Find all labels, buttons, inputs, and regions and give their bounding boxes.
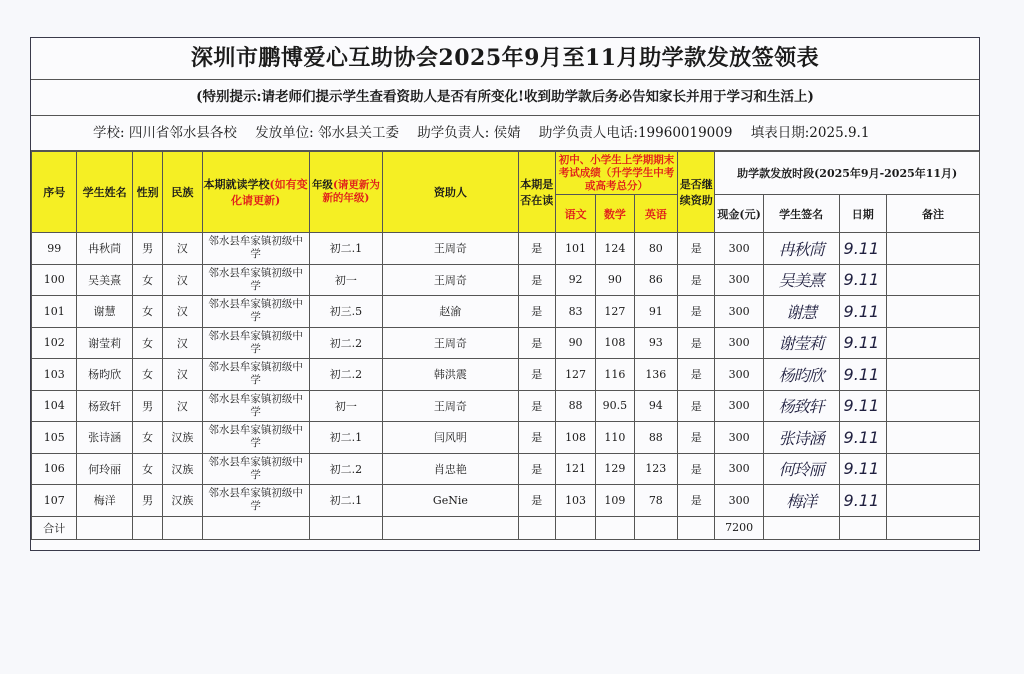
header-gender: 性别 xyxy=(132,152,162,233)
row-grade: 初一 xyxy=(309,264,383,296)
row-signature: 谢莹莉 xyxy=(763,327,839,359)
row-name: 何玲丽 xyxy=(77,453,133,485)
row-grade: 初二.1 xyxy=(309,233,383,265)
row-math: 110 xyxy=(596,422,634,454)
row-school: 邻水县牟家镇初级中学 xyxy=(202,390,309,422)
row-date: 9.11 xyxy=(839,264,886,296)
table-body xyxy=(32,233,980,517)
form-title: 深圳市鹏博爱心互助协会2025年9月至11月助学款发放签领表 xyxy=(31,38,979,80)
total-row xyxy=(32,516,980,539)
row-school: 邻水县牟家镇初级中学 xyxy=(202,453,309,485)
row-date: 9.11 xyxy=(839,485,886,517)
row-continue: 是 xyxy=(678,296,715,328)
row-chinese: 90 xyxy=(555,327,595,359)
row-date: 9.11 xyxy=(839,359,886,391)
row-sponsor: 赵渝 xyxy=(383,296,518,328)
total-cash: 7200 xyxy=(715,516,763,539)
row-enrolled: 是 xyxy=(518,485,555,517)
row-signature: 何玲丽 xyxy=(763,453,839,485)
header-school-main: 本期就读学校 xyxy=(203,178,270,191)
row-ethnicity: 汉族 xyxy=(163,485,202,517)
table-row xyxy=(32,485,980,517)
row-date: 9.11 xyxy=(839,233,886,265)
table-row xyxy=(32,327,980,359)
row-gender: 男 xyxy=(132,390,162,422)
table-row xyxy=(32,390,980,422)
row-cash: 300 xyxy=(715,453,763,485)
row-english: 80 xyxy=(634,233,677,265)
row-cash: 300 xyxy=(715,264,763,296)
row-ethnicity: 汉 xyxy=(163,296,202,328)
header-chinese: 语文 xyxy=(555,195,595,233)
header-name: 学生姓名 xyxy=(77,152,133,233)
row-cash: 300 xyxy=(715,327,763,359)
row-enrolled: 是 xyxy=(518,453,555,485)
row-english: 93 xyxy=(634,327,677,359)
row-continue: 是 xyxy=(678,485,715,517)
row-ethnicity: 汉 xyxy=(163,327,202,359)
row-date: 9.11 xyxy=(839,390,886,422)
row-remark xyxy=(886,390,979,422)
row-seq: 101 xyxy=(32,296,77,328)
row-cash: 300 xyxy=(715,359,763,391)
row-ethnicity: 汉 xyxy=(163,359,202,391)
row-english: 86 xyxy=(634,264,677,296)
table-row xyxy=(32,233,980,265)
row-sponsor: GeNie xyxy=(383,485,518,517)
header-school xyxy=(202,152,309,233)
header-period: 助学款发放时段(2025年9月-2025年11月) xyxy=(715,152,980,195)
row-seq: 102 xyxy=(32,327,77,359)
row-continue: 是 xyxy=(678,233,715,265)
row-math: 90 xyxy=(596,264,634,296)
row-cash: 300 xyxy=(715,390,763,422)
row-continue: 是 xyxy=(678,422,715,454)
row-english: 78 xyxy=(634,485,677,517)
row-continue: 是 xyxy=(678,390,715,422)
row-remark xyxy=(886,233,979,265)
row-ethnicity: 汉 xyxy=(163,233,202,265)
row-sponsor: 王周奇 xyxy=(383,264,518,296)
header-cash: 现金(元) xyxy=(715,195,763,233)
header-date: 日期 xyxy=(839,195,886,233)
row-cash: 300 xyxy=(715,485,763,517)
row-ethnicity: 汉族 xyxy=(163,453,202,485)
row-name: 杨昀欣 xyxy=(77,359,133,391)
row-sponsor: 肖忠艳 xyxy=(383,453,518,485)
row-school: 邻水县牟家镇初级中学 xyxy=(202,264,309,296)
row-math: 129 xyxy=(596,453,634,485)
table-row xyxy=(32,296,980,328)
row-enrolled: 是 xyxy=(518,390,555,422)
row-date: 9.11 xyxy=(839,453,886,485)
row-gender: 男 xyxy=(132,233,162,265)
row-enrolled: 是 xyxy=(518,264,555,296)
row-chinese: 103 xyxy=(555,485,595,517)
row-grade: 初三.5 xyxy=(309,296,383,328)
row-school: 邻水县牟家镇初级中学 xyxy=(202,296,309,328)
row-math: 124 xyxy=(596,233,634,265)
row-enrolled: 是 xyxy=(518,327,555,359)
header-ethnicity: 民族 xyxy=(163,152,202,233)
row-grade: 初一 xyxy=(309,390,383,422)
row-remark xyxy=(886,264,979,296)
special-notice: (特别提示:请老师们提示学生查看资助人是否有所变化!收到助学款后务必告知家长并用于学习和生活上) xyxy=(31,80,979,116)
info-issuer: 发放单位: 邻水县关工委 xyxy=(255,125,399,141)
header-remark: 备注 xyxy=(886,195,979,233)
row-continue: 是 xyxy=(678,359,715,391)
header-continue: 是否继续资助 xyxy=(678,152,715,233)
row-math: 116 xyxy=(596,359,634,391)
row-signature: 吴美熹 xyxy=(763,264,839,296)
row-english: 94 xyxy=(634,390,677,422)
row-remark xyxy=(886,359,979,391)
row-date: 9.11 xyxy=(839,422,886,454)
row-english: 91 xyxy=(634,296,677,328)
total-label: 合计 xyxy=(32,516,77,539)
row-name: 吴美熹 xyxy=(77,264,133,296)
info-phone: 助学负责人电话:19960019009 xyxy=(538,125,733,141)
row-enrolled: 是 xyxy=(518,422,555,454)
row-math: 108 xyxy=(596,327,634,359)
row-name: 冉秋茼 xyxy=(77,233,133,265)
header-math: 数学 xyxy=(596,195,634,233)
row-english: 88 xyxy=(634,422,677,454)
row-seq: 107 xyxy=(32,485,77,517)
row-signature: 杨昀欣 xyxy=(763,359,839,391)
row-cash: 300 xyxy=(715,233,763,265)
row-signature: 梅洋 xyxy=(763,485,839,517)
row-chinese: 83 xyxy=(555,296,595,328)
info-manager: 助学负责人: 侯婧 xyxy=(417,125,521,141)
header-enrolled: 本期是否在读 xyxy=(518,152,555,233)
row-signature: 杨致轩 xyxy=(763,390,839,422)
row-chinese: 127 xyxy=(555,359,595,391)
row-continue: 是 xyxy=(678,264,715,296)
row-grade: 初二.2 xyxy=(309,359,383,391)
row-name: 杨致轩 xyxy=(77,390,133,422)
aid-table xyxy=(31,151,980,540)
table-row xyxy=(32,453,980,485)
row-seq: 106 xyxy=(32,453,77,485)
table-row xyxy=(32,422,980,454)
row-continue: 是 xyxy=(678,327,715,359)
row-chinese: 101 xyxy=(555,233,595,265)
header-grade-note: (请更新为新的年级) xyxy=(322,179,380,204)
header-sponsor: 资助人 xyxy=(383,152,518,233)
row-signature: 张诗涵 xyxy=(763,422,839,454)
row-english: 123 xyxy=(634,453,677,485)
row-gender: 女 xyxy=(132,264,162,296)
row-gender: 女 xyxy=(132,359,162,391)
row-enrolled: 是 xyxy=(518,296,555,328)
header-grade xyxy=(309,152,383,233)
row-sponsor: 王周奇 xyxy=(383,233,518,265)
row-school: 邻水县牟家镇初级中学 xyxy=(202,422,309,454)
row-chinese: 88 xyxy=(555,390,595,422)
header-scores: 初中、小学生上学期期末考试成绩（升学学生中考或高考总分） xyxy=(555,152,677,195)
row-chinese: 121 xyxy=(555,453,595,485)
row-ethnicity: 汉 xyxy=(163,390,202,422)
sign-form-sheet xyxy=(30,37,980,551)
row-chinese: 108 xyxy=(555,422,595,454)
row-remark xyxy=(886,485,979,517)
row-date: 9.11 xyxy=(839,296,886,328)
info-fill-date: 填表日期:2025.9.1 xyxy=(750,125,870,141)
row-school: 邻水县牟家镇初级中学 xyxy=(202,485,309,517)
row-grade: 初二.2 xyxy=(309,327,383,359)
row-math: 109 xyxy=(596,485,634,517)
header-english: 英语 xyxy=(634,195,677,233)
info-bar xyxy=(31,116,979,151)
row-name: 谢莹莉 xyxy=(77,327,133,359)
row-ethnicity: 汉族 xyxy=(163,422,202,454)
row-cash: 300 xyxy=(715,422,763,454)
header-school-note: (如有变化请更新) xyxy=(230,178,308,207)
row-english: 136 xyxy=(634,359,677,391)
row-gender: 女 xyxy=(132,327,162,359)
row-sponsor: 王周奇 xyxy=(383,390,518,422)
row-remark xyxy=(886,327,979,359)
row-seq: 100 xyxy=(32,264,77,296)
row-name: 张诗涵 xyxy=(77,422,133,454)
table-row xyxy=(32,359,980,391)
row-gender: 女 xyxy=(132,422,162,454)
row-grade: 初二.2 xyxy=(309,453,383,485)
row-sponsor: 王周奇 xyxy=(383,327,518,359)
row-remark xyxy=(886,422,979,454)
row-continue: 是 xyxy=(678,453,715,485)
row-school: 邻水县牟家镇初级中学 xyxy=(202,359,309,391)
row-seq: 103 xyxy=(32,359,77,391)
header-grade-main: 年级 xyxy=(311,179,333,191)
row-enrolled: 是 xyxy=(518,359,555,391)
row-sponsor: 闫风明 xyxy=(383,422,518,454)
table-row xyxy=(32,264,980,296)
row-chinese: 92 xyxy=(555,264,595,296)
row-remark xyxy=(886,296,979,328)
row-seq: 105 xyxy=(32,422,77,454)
row-school: 邻水县牟家镇初级中学 xyxy=(202,233,309,265)
row-sponsor: 韩洪震 xyxy=(383,359,518,391)
row-seq: 104 xyxy=(32,390,77,422)
row-school: 邻水县牟家镇初级中学 xyxy=(202,327,309,359)
row-name: 梅洋 xyxy=(77,485,133,517)
row-math: 127 xyxy=(596,296,634,328)
row-signature: 谢慧 xyxy=(763,296,839,328)
row-name: 谢慧 xyxy=(77,296,133,328)
row-cash: 300 xyxy=(715,296,763,328)
row-math: 90.5 xyxy=(596,390,634,422)
row-signature: 冉秋茼 xyxy=(763,233,839,265)
row-gender: 男 xyxy=(132,485,162,517)
info-school: 学校: 四川省邻水县各校 xyxy=(93,125,237,141)
row-enrolled: 是 xyxy=(518,233,555,265)
row-remark xyxy=(886,453,979,485)
row-gender: 女 xyxy=(132,453,162,485)
header-seq: 序号 xyxy=(32,152,77,233)
row-grade: 初二.1 xyxy=(309,422,383,454)
row-grade: 初二.1 xyxy=(309,485,383,517)
row-ethnicity: 汉 xyxy=(163,264,202,296)
row-gender: 女 xyxy=(132,296,162,328)
header-row-1 xyxy=(32,152,980,195)
header-signature: 学生签名 xyxy=(763,195,839,233)
row-seq: 99 xyxy=(32,233,77,265)
row-date: 9.11 xyxy=(839,327,886,359)
